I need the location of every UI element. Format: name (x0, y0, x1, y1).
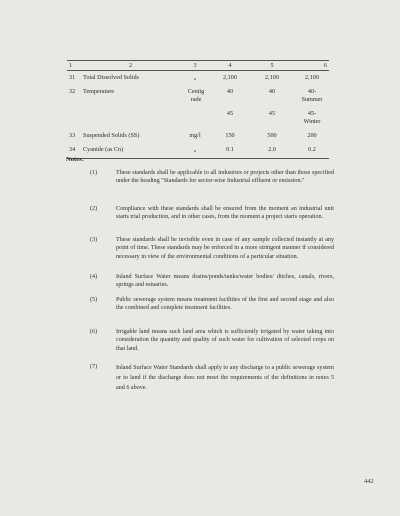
header-col-4: 4 (228, 61, 232, 69)
row-unit: mg/l (189, 132, 201, 139)
note-item (90, 236, 334, 261)
note-number: (6) (90, 329, 98, 335)
row-unit: „ (193, 74, 197, 81)
row-number: 32 (69, 88, 76, 95)
row-parameter: Cyanide (as Cn) (83, 146, 124, 153)
row-value-b: 2.0 (268, 146, 276, 153)
header-col-3: 3 (193, 61, 197, 69)
row-value-b: 2,100 (265, 74, 279, 81)
row-unit: „ (193, 146, 197, 153)
divider (67, 158, 329, 159)
row-parameter: Suspended Solids (SS) (83, 132, 140, 139)
note-text: Public sewerage system means treatment facilities of the first and second stage and also the combined and complete treatment facilities. (116, 297, 334, 312)
row-value-a: 0.1 (226, 146, 234, 153)
note-text: These standards shall be invisible even in case of any sample collected instantly at any point of time. These standards may be enforced in a more stringent manner if considered necessary in view of the environmental conditions of a particular situation. (116, 237, 334, 260)
notes-heading: Notes: (66, 156, 84, 163)
row-parameter: Temperature (83, 88, 115, 95)
row-value-c: 40- Summer (301, 88, 323, 103)
table-row (67, 129, 329, 143)
note-item (90, 328, 334, 353)
row-number: 31 (69, 74, 76, 81)
row-value-b: 40 (268, 88, 276, 95)
row-number: 33 (69, 132, 76, 139)
page-number: 442 (364, 478, 374, 485)
row-value-c: 2,100 (305, 74, 319, 81)
table-row (67, 85, 329, 107)
header-col-6: 6 (323, 61, 327, 69)
row-value-a: 40 (226, 88, 234, 95)
note-number: (5) (90, 297, 98, 303)
note-number: (7) (90, 364, 98, 370)
row-parameter: Total Dissolved Solids (83, 74, 139, 81)
table-header-row (67, 60, 329, 71)
note-text: Inland Surface Water means drains/ponds/tanks/water bodies/ ditches, canals, rivers, springs and estuaries. (116, 274, 334, 289)
note-text: Compliance with these standards shall be ensured from the moment an industrial unit starts trial production, and in other cases, from the moment a project starts operation. (116, 206, 334, 221)
header-col-2: 2 (129, 61, 133, 69)
table-row (67, 107, 329, 129)
row-value-c: 45- Winter (303, 110, 321, 125)
note-number: (4) (90, 274, 98, 280)
note-number: (2) (90, 206, 98, 212)
row-unit: Centig rade (187, 88, 205, 103)
row-value-c: 0.2 (308, 146, 316, 153)
note-text: These standards shall be applicable to all industries or projects other than those specified under the heading "Standards for sector-wise Industrial effluent or emission." (116, 170, 334, 185)
header-col-1: 1 (69, 61, 73, 69)
row-value-a: 45 (226, 110, 234, 117)
note-text: Inland Surface Water Standards shall apply to any discharge to a public sewerage system or to land if the discharge does not meet the requirements of the definitions in notes 5 and 6 above. (116, 365, 334, 391)
note-text: Irrigable land means such land area which is sufficiently irrigated by water taking into consideration the quantity and quality of such water for cultivation of selected crops on that land. (116, 329, 334, 352)
table-row (67, 71, 329, 85)
standards-table (67, 60, 329, 159)
note-item (90, 363, 334, 393)
note-item (90, 296, 334, 313)
row-value-a: 150 (225, 132, 235, 139)
table-bottom-rule (67, 157, 329, 159)
note-item (90, 169, 334, 186)
row-value-b: 500 (267, 132, 277, 139)
note-item (90, 205, 334, 222)
note-item (90, 273, 334, 290)
row-value-b: 45 (268, 110, 276, 117)
row-number: 34 (69, 146, 76, 153)
note-number: (3) (90, 237, 98, 243)
note-number: (1) (90, 170, 98, 176)
row-value-a: 2,100 (223, 74, 237, 81)
row-value-c: 200 (307, 132, 317, 139)
table-row (67, 143, 329, 157)
header-col-5: 5 (270, 61, 274, 69)
